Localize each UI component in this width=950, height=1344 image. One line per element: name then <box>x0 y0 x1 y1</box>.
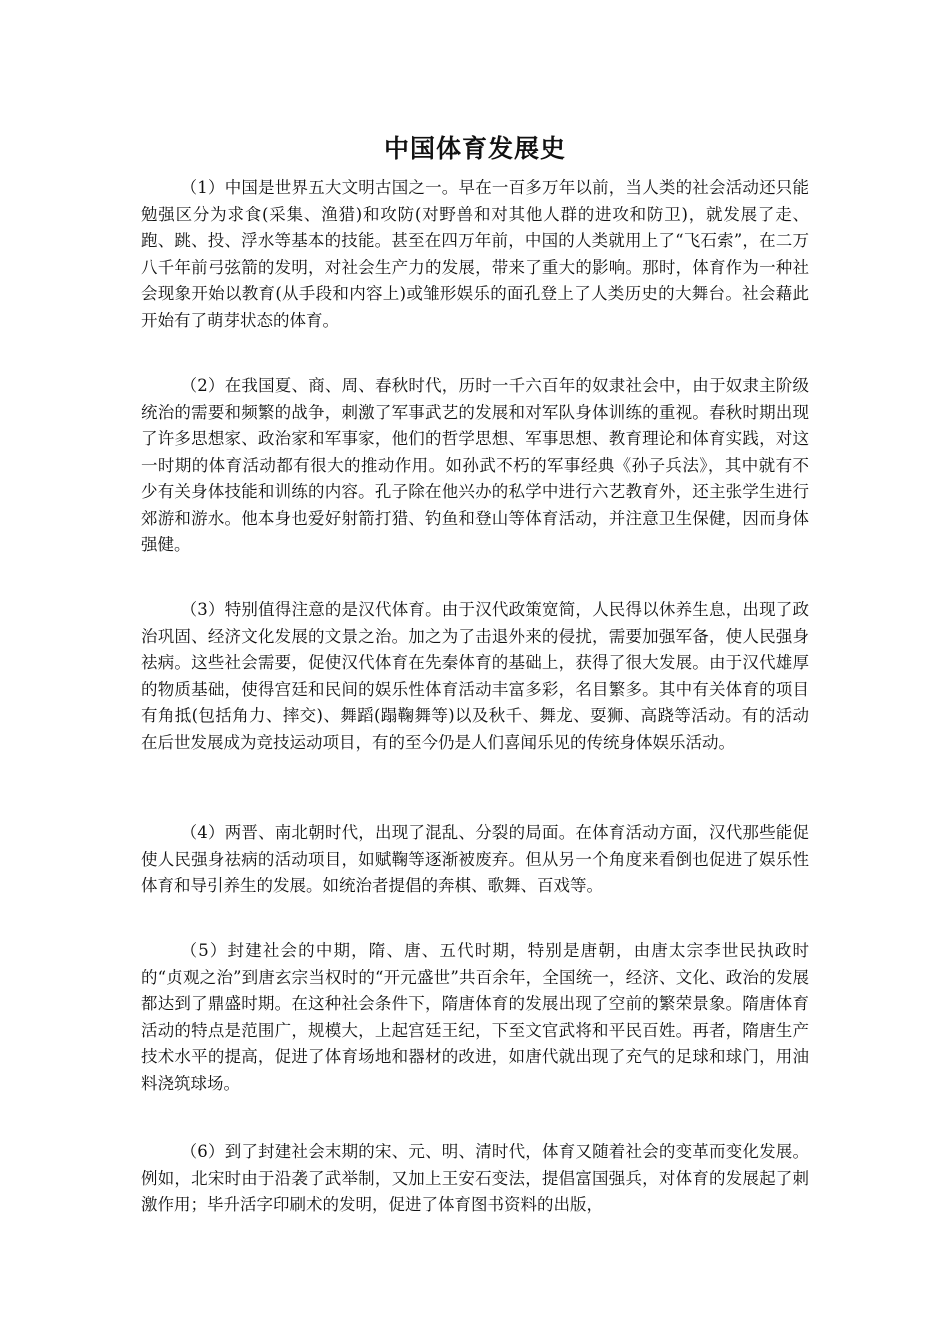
paragraph-3: （3）特别值得注意的是汉代体育。由于汉代政策宽简，人民得以休养生息，出现了政治巩固、经济文化发展的文景之治。加之为了击退外来的侵扰，需要加强军备，使人民强身祛病。这些社会需要，促使汉代体育在先秦体育的基础上，获得了很大发展。由于汉代雄厚的物质基础，使得宫廷和民间的娱乐性体育活动丰富多彩，名目繁多。其中有关体育的项目有角抵(包括角力、摔交)、舞蹈(蹋鞠舞等)以及秋千、舞龙、耍狮、高跷等活动。有的活动在后世发展成为竞技运动项目，有的至今仍是人们喜闻乐见的传统身体娱乐活动。 <box>141 600 809 752</box>
paragraph-4: （4）两晋、南北朝时代，出现了混乱、分裂的局面。在体育活动方面，汉代那些能促使人民强身祛病的活动项目，如赋鞠等逐渐被废弃。但从另一个角度来看倒也促进了娱乐性体育和导引养生的发展。如统治者提倡的奔棋、歌舞、百戏等。 <box>141 823 809 895</box>
document-title: 中国体育发展史 <box>383 134 566 163</box>
paragraph-1: （1）中国是世界五大文明古国之一。早在一百多万年以前，当人类的社会活动还只能勉强区分为求食(采集、渔猎)和攻防(对野兽和对其他人群的进攻和防卫)，就发展了走、跑、跳、投、浮水等基本的技能。甚至在四万年前，中国的人类就用上了“飞石索”，在二万八千年前弓弦箭的发明，对社会生产力的发展，带来了重大的影响。那时，体育作为一种社会现象开始以教育(从手段和内容上)或雏形娱乐的面孔登上了人类历史的大舞台。社会藉此开始有了萌芽状态的体育。 <box>141 178 809 330</box>
paragraph-6: （6）到了封建社会末期的宋、元、明、清时代，体育又随着社会的变革而变化发展。例如，北宋时由于沿袭了武举制，又加上王安石变法，提倡富国强兵，对体育的发展起了刺激作用；毕升活字印刷术的发明，促进了体育图书资料的出版， <box>141 1142 809 1214</box>
paragraph-5: （5）封建社会的中期，隋、唐、五代时期，特别是唐朝，由唐太宗李世民执政时的“贞观之治”到唐玄宗当权时的“开元盛世”共百余年，全国统一，经济、文化、政治的发展都达到了鼎盛时期。在这种社会条件下，隋唐体育的发展出现了空前的繁荣景象。隋唐体育活动的特点是范围广，规模大，上起宫廷王纪，下至文官武将和平民百姓。再者，隋唐生产技术水平的提高，促进了体育场地和器材的改进，如唐代就出现了充气的足球和球门，用油料浇筑球场。 <box>141 941 809 1093</box>
paragraph-2: （2）在我国夏、商、周、春秋时代，历时一千六百年的奴隶社会中，由于奴隶主阶级统治的需要和频繁的战争，刺激了军事武艺的发展和对军队身体训练的重视。春秋时期出现了许多思想家、政治家和军事家，他们的哲学思想、军事思想、教育理论和体育实践，对这一时期的体育活动都有很大的推动作用。如孙武不朽的军事经典《孙子兵法》，其中就有不少有关身体技能和训练的内容。孔子除在他兴办的私学中进行六艺教育外，还主张学生进行郊游和游水。他本身也爱好射箭打猎、钓鱼和登山等体育活动，并注意卫生保健，因而身体强健。 <box>141 376 809 554</box>
